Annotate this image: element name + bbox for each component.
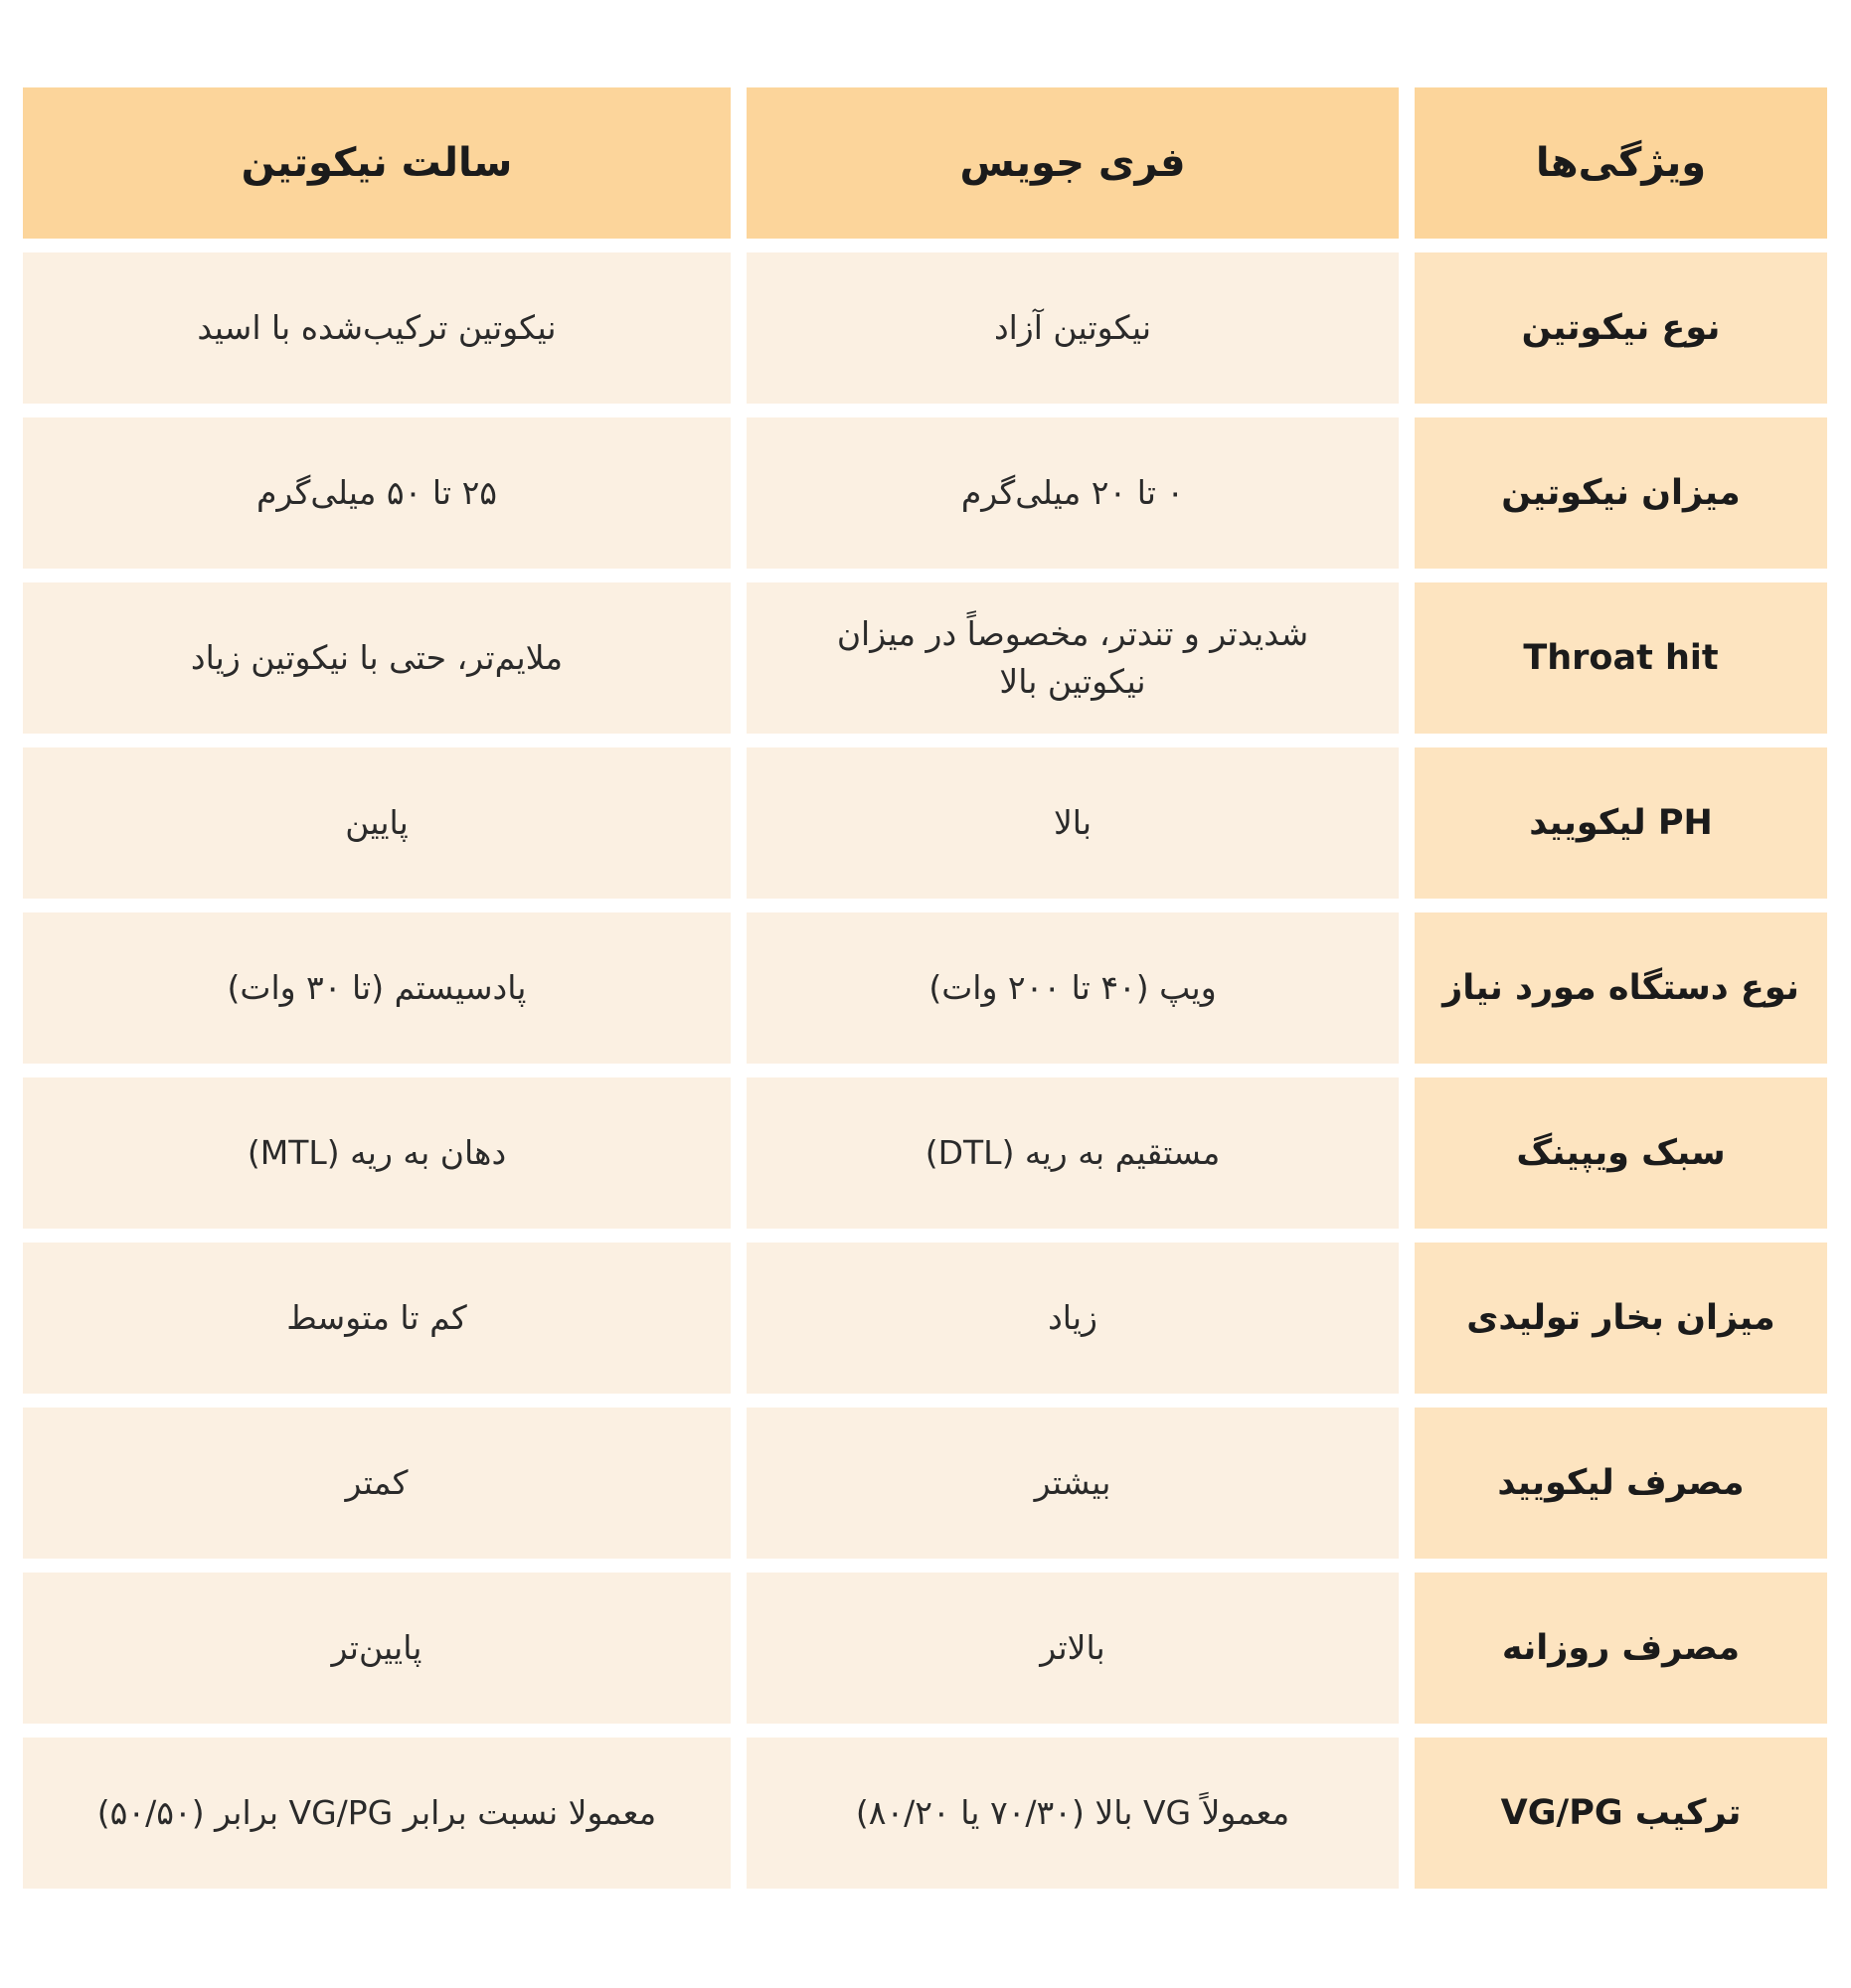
salt-value-vapor-amount: کم تا متوسط [23, 1242, 731, 1394]
salt-value-throat-hit: ملایم‌تر، حتی با نیکوتین زیاد [23, 582, 731, 734]
free-value-nicotine-type: نیکوتین آزاد [747, 252, 1399, 404]
header-free-juice: فری جویس [747, 87, 1399, 239]
feature-vaping-style: سبک ویپینگ [1415, 1077, 1827, 1229]
salt-value-liquid-consumption: کمتر [23, 1408, 731, 1559]
salt-value-nicotine-amount: ۲۵ تا ۵۰ میلی‌گرم [23, 417, 731, 569]
salt-value-daily-usage: پایین‌تر [23, 1573, 731, 1724]
feature-liquid-consumption: مصرف لیکویید [1415, 1408, 1827, 1559]
salt-value-vaping-style: دهان به ریه (MTL) [23, 1077, 731, 1229]
free-value-daily-usage: بالاتر [747, 1573, 1399, 1724]
header-salt-nicotine: سالت نیکوتین [23, 87, 731, 239]
free-value-device-type: ویپ (۴۰ تا ۲۰۰ وات) [747, 912, 1399, 1064]
header-features: ویژگی‌ها [1415, 87, 1827, 239]
free-value-vg-pg-ratio: معمولاً VG بالا (۷۰/۳۰ یا ۸۰/۲۰) [747, 1738, 1399, 1889]
feature-nicotine-type: نوع نیکوتین [1415, 252, 1827, 404]
free-value-liquid-ph: بالا [747, 747, 1399, 899]
feature-vg-pg-ratio: ترکیب VG/PG [1415, 1738, 1827, 1889]
free-value-vaping-style: مستقیم به ریه (DTL) [747, 1077, 1399, 1229]
free-value-liquid-consumption: بیشتر [747, 1408, 1399, 1559]
salt-value-device-type: پادسیستم (تا ۳۰ وات) [23, 912, 731, 1064]
free-value-throat-hit: شدیدتر و تندتر، مخصوصاً در میزان نیکوتین بالا [747, 582, 1399, 734]
feature-liquid-ph: PH لیکویید [1415, 747, 1827, 899]
salt-value-liquid-ph: پایین [23, 747, 731, 899]
feature-vapor-amount: میزان بخار تولیدی [1415, 1242, 1827, 1394]
feature-nicotine-amount: میزان نیکوتین [1415, 417, 1827, 569]
comparison-table [23, 87, 1827, 1889]
salt-value-nicotine-type: نیکوتین ترکیب‌شده با اسید [23, 252, 731, 404]
feature-throat-hit: Throat hit [1415, 582, 1827, 734]
feature-device-type: نوع دستگاه مورد نیاز [1415, 912, 1827, 1064]
free-value-vapor-amount: زیاد [747, 1242, 1399, 1394]
free-value-nicotine-amount: ۰ تا ۲۰ میلی‌گرم [747, 417, 1399, 569]
feature-daily-usage: مصرف روزانه [1415, 1573, 1827, 1724]
salt-value-vg-pg-ratio: معمولا نسبت برابر VG/PG برابر (۵۰/۵۰) [23, 1738, 731, 1889]
